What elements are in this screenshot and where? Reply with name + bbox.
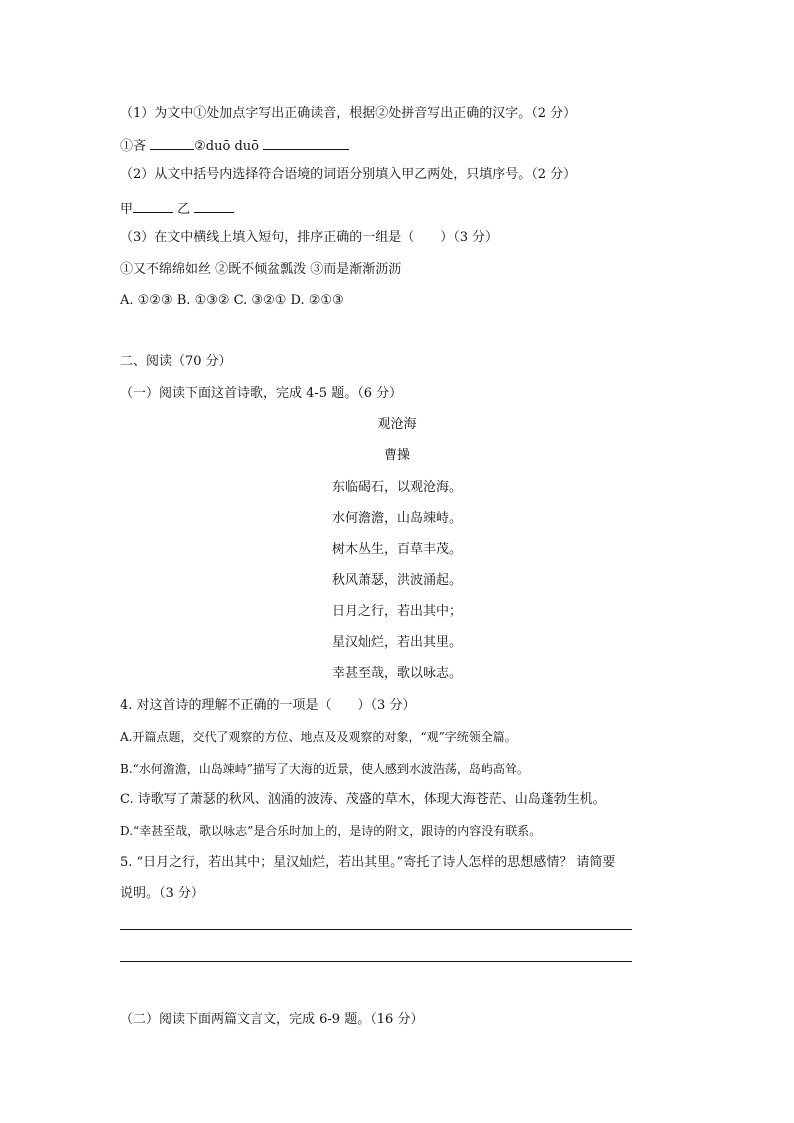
blank-yi[interactable] <box>194 199 234 213</box>
answer-line[interactable] <box>120 961 632 962</box>
blank-b[interactable] <box>263 136 349 150</box>
poem-line: 幸甚至哉，歌以咏志。 <box>331 666 462 681</box>
part1-intro: （一）阅读下面这首诗歌，完成 4-5 题。（6 分） <box>120 386 403 401</box>
q4-stem: 4. 对这首诗的理解不正确的一项是（ ）（3 分） <box>120 698 416 713</box>
q3-sub3-options: A. ①②③ B. ①③② C. ③②① D. ②①③ <box>120 293 344 308</box>
poem-line: 日月之行，若出其中； <box>331 604 462 619</box>
q3-sub1: （1）为文中①处加点字写出正确读音，根据②处拼音写出正确的汉字。（2 分） <box>120 106 577 121</box>
poem-author: 曹操 <box>383 448 410 463</box>
q3-sub3: （3）在文中横线上填入短句，排序正确的一组是（ ）（3 分） <box>120 230 499 245</box>
answer-line[interactable] <box>120 929 632 930</box>
sub1-label-a: ①吝 <box>120 139 151 154</box>
section2-title: 二、阅读（70 分） <box>120 354 232 369</box>
blank-jia[interactable] <box>133 199 173 213</box>
q3-sub3-items: ①又不绵绵如丝 ②既不倾盆瓢泼 ③而是渐渐沥沥 <box>120 262 402 277</box>
q3-sub2-answers <box>120 199 234 219</box>
poem-line: 星汉灿烂，若出其里。 <box>331 635 462 650</box>
poem-line: 水何澹澹，山岛竦峙。 <box>331 511 462 526</box>
q4-option-c: C. 诗歌写了萧瑟的秋风、汹涌的波涛、茂盛的草木，体现大海苍茫、山岛蓬勃生机。 <box>120 792 606 807</box>
q4-option-a: A.开篇点题，交代了观察的方位、地点及及观察的对象，“观”字统领全篇。 <box>120 730 517 744</box>
poem-line: 东临碣石，以观沧海。 <box>331 480 462 495</box>
poem-line: 树木丛生，百草丰茂。 <box>331 542 462 557</box>
q5-stem-line2: 说明。（3 分） <box>120 886 204 901</box>
q4-option-d: D.“幸甚至哉，歌以咏志”是合乐时加上的，是诗的附文，跟诗的内容没有联系。 <box>120 824 542 838</box>
q4-option-b: B.“水何澹澹，山岛竦峙”描写了大海的近景，使人感到水波浩荡，岛屿高耸。 <box>120 762 529 776</box>
poem-title: 观沧海 <box>377 417 417 432</box>
poem-line: 秋风萧瑟，洪波涌起。 <box>331 573 462 588</box>
jia-label: 甲 <box>120 202 134 217</box>
sub1-label-b: ②duō duō <box>194 139 264 154</box>
yi-label: 乙 <box>173 202 195 217</box>
q3-sub2: （2）从文中括号内选择符合语境的词语分别填入甲乙两处，只填序号。（2 分） <box>120 167 577 182</box>
q3-sub1-answers <box>120 136 349 156</box>
part2-intro: （二）阅读下面两篇文言文，完成 6-9 题。（16 分） <box>120 1012 424 1027</box>
blank-a[interactable] <box>150 136 194 150</box>
q5-stem-line1: 5. “日月之行，若出其中；星汉灿烂，若出其里。”寄托了诗人怎样的思想感情？ 请简要 <box>120 855 616 870</box>
